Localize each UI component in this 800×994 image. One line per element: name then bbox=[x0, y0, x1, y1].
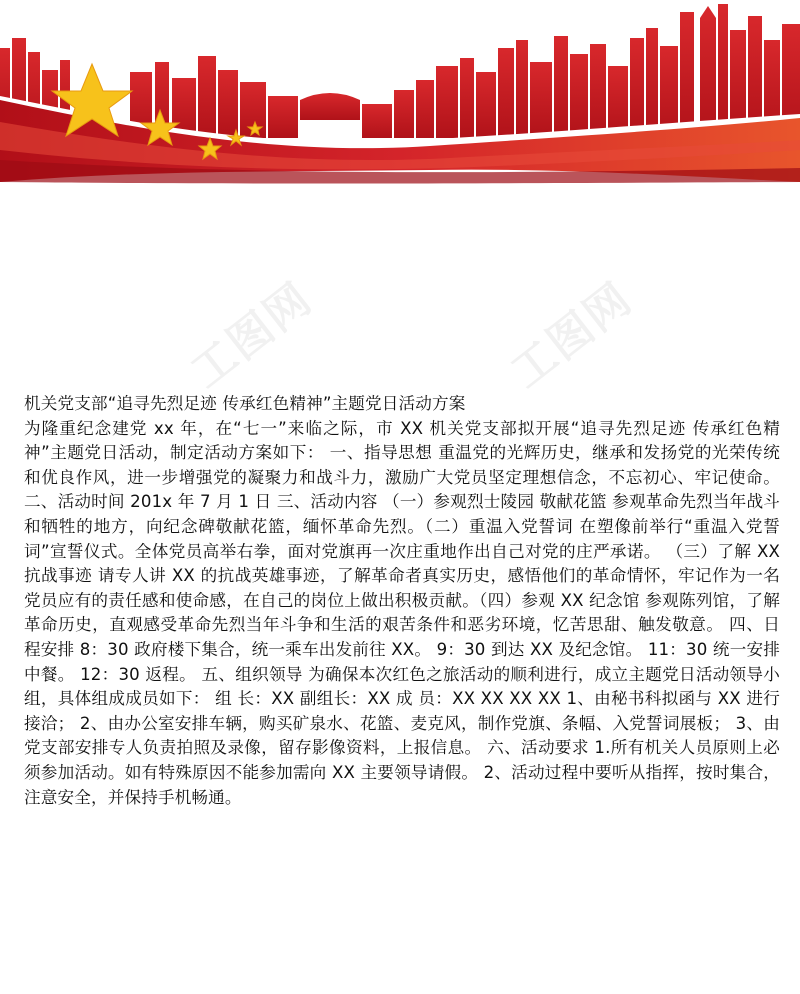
document-title: 机关党支部“追寻先烈足迹 传承红色精神”主题党日活动方案 bbox=[24, 394, 466, 413]
watermark-left: 工图网 bbox=[181, 272, 322, 399]
skyline-buildings bbox=[0, 4, 800, 138]
document-body bbox=[24, 392, 780, 810]
document-paragraph: 为隆重纪念建党 xx 年，在“七一”来临之际，市 XX 机关党支部拟开展“追寻先烈足迹 传承红色精神”主题党日活动，制定活动方案如下： 一、指导思想 重温党的光辉历史，继承和发扬党的光荣传统和优良作风，进一步增强党的凝聚力和战斗力，激励广大党员坚定理想信念，不忘初心、牢记使命。 二、活动时间 201x 年 7 月 1 日 三、活动内容 （一）参观烈士陵园 敬献花篮 参观革命先烈当年战斗和牺牲的地方，向纪念碑敬献花篮，缅怀革命先烈。（二）重温入党誓词 在塑像前举行“重温入党誓词”宣誓仪式。全体党员高举右拳，面对党旗再一次庄重地作出自己对党的庄严承诺。 （三）了解 XX 抗战事迹 请专人讲 XX 的抗战英雄事迹，了解革命者真实历史，感悟他们的革命情怀，牢记作为一名党员应有的责任感和使命感，在自己的岗位上做出积极贡献。（四）参观 XX 纪念馆 参观陈列馆，了解革命历史，直观感受革命先烈当年斗争和生活的艰苦条件和恶劣环境，忆苦思甜、触发敬意。 四、日程安排 8：30 政府楼下集合，统一乘车出发前往 XX。 9：30 到达 XX 及纪念馆。 11：30 统一安排中餐。 12：30 返程。 五、组织领导 为确保本次红色之旅活动的顺利进行，成立主题党日活动领导小组，具体组成成员如下： 组 长：XX 副组长：XX 成 员：XX XX XX XX 1、由秘书科拟函与 XX 进行接洽； 2、由办公室安排车辆，购买矿泉水、花篮、麦克风，制作党旗、条幅、入党誓词展板； 3、由党支部安排专人负责拍照及录像，留存影像资料，上报信息。 六、活动要求 1.所有机关人员原则上必须参加活动。如有特殊原因不能参加需向 XX 主要领导请假。 2、活动过程中要听从指挥，按时集合，注意安全，并保持手机畅通。 bbox=[24, 418, 780, 807]
banner-skyline bbox=[0, 0, 800, 186]
watermark-right: 工图网 bbox=[501, 272, 642, 399]
